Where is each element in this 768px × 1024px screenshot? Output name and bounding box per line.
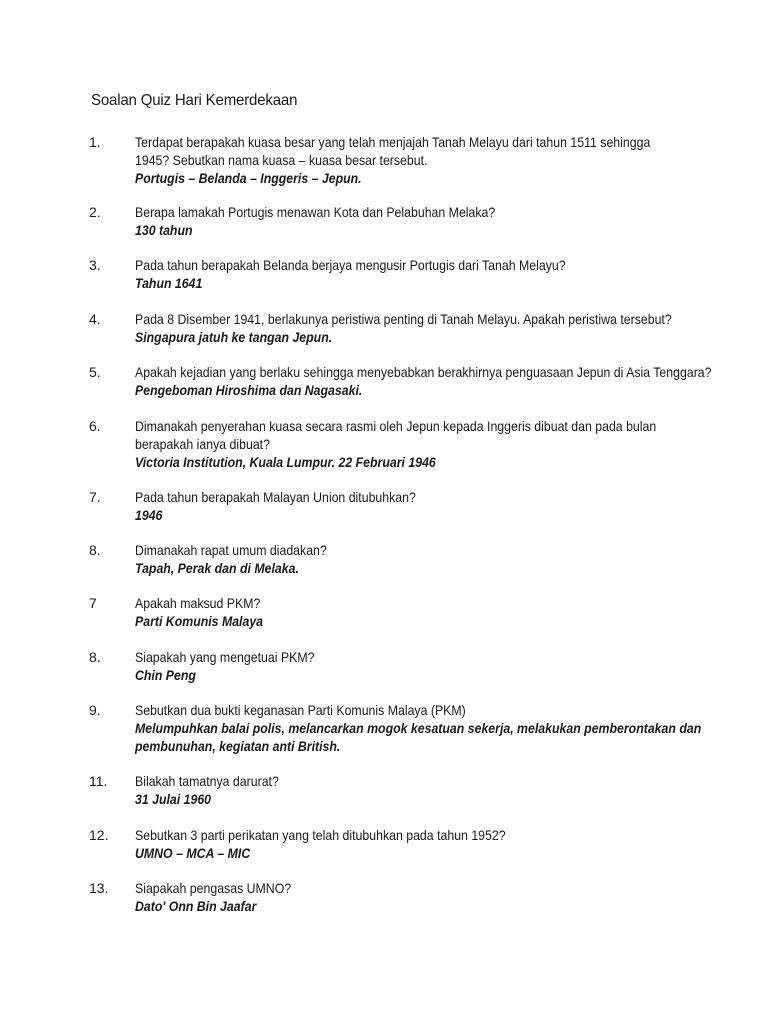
item-number: 7. xyxy=(89,489,101,505)
item-number: 11. xyxy=(89,773,108,789)
answer-text: Tapah, Perak dan di Melaka. xyxy=(135,560,299,576)
answer-text: Victoria Institution, Kuala Lumpur. 22 Februari 1946 xyxy=(135,454,436,470)
answer-text: Tahun 1641 xyxy=(135,275,203,291)
answer-text: Pengeboman Hiroshima dan Nagasaki. xyxy=(135,382,363,398)
item-number: 13. xyxy=(89,880,109,896)
question-text: Terdapat berapakah kuasa besar yang telah menjajah Tanah Melayu dari tahun 1511 sehingga xyxy=(135,134,651,150)
question-text: Berapa lamakah Portugis menawan Kota dan Pelabuhan Melaka? xyxy=(135,204,496,220)
item-number: 1. xyxy=(89,134,101,150)
question-text: Bilakah tamatnya darurat? xyxy=(135,773,279,789)
answer-text: pembunuhan, kegiatan anti British. xyxy=(135,738,341,754)
item-number: 7 xyxy=(89,595,97,611)
answer-text: Singapura jatuh ke tangan Jepun. xyxy=(135,329,333,345)
answer-text: Parti Komunis Malaya xyxy=(135,613,264,629)
answer-text: Portugis – Belanda – Inggeris – Jepun. xyxy=(135,170,362,186)
question-text: 1945? Sebutkan nama kuasa – kuasa besar tersebut. xyxy=(135,152,428,168)
item-number: 2. xyxy=(89,204,101,220)
item-number: 12. xyxy=(89,827,109,843)
item-number: 9. xyxy=(89,702,101,718)
page-title: Soalan Quiz Hari Kemerdekaan xyxy=(91,92,298,109)
answer-text: Dato' Onn Bin Jaafar xyxy=(135,898,257,914)
item-number: 5. xyxy=(89,364,101,380)
question-text: Apakah maksud PKM? xyxy=(135,595,261,611)
question-text: Siapakah yang mengetuai PKM? xyxy=(135,649,315,665)
question-text: Siapakah pengasas UMNO? xyxy=(135,880,292,896)
answer-text: 130 tahun xyxy=(135,222,193,238)
question-text: Dimanakah penyerahan kuasa secara rasmi oleh Jepun kepada Inggeris dibuat dan pada bulan xyxy=(135,418,657,434)
question-text: Sebutkan dua bukti keganasan Parti Komunis Malaya (PKM) xyxy=(135,702,466,718)
answer-text: UMNO – MCA – MIC xyxy=(135,845,251,861)
question-text: Apakah kejadian yang berlaku sehingga menyebabkan berakhirnya penguasaan Jepun di Asia Tenggara? xyxy=(135,364,712,380)
item-number: 3. xyxy=(89,257,101,273)
item-number: 8. xyxy=(89,542,101,558)
question-text: Pada tahun berapakah Malayan Union ditubuhkan? xyxy=(135,489,416,505)
question-text: Sebutkan 3 parti perikatan yang telah ditubuhkan pada tahun 1952? xyxy=(135,827,506,843)
answer-text: Chin Peng xyxy=(135,667,196,683)
question-text: berapakah ianya dibuat? xyxy=(135,436,270,452)
question-text: Pada tahun berapakah Belanda berjaya mengusir Portugis dari Tanah Melayu? xyxy=(135,257,566,273)
answer-text: 1946 xyxy=(135,507,163,523)
answer-text: Melumpuhkan balai polis, melancarkan mogok kesatuan sekerja, melakukan pemberontakan dan xyxy=(135,720,702,736)
answer-text: 31 Julai 1960 xyxy=(135,791,212,807)
item-number: 4. xyxy=(89,311,101,327)
question-text: Pada 8 Disember 1941, berlakunya peristiwa penting di Tanah Melayu. Apakah peristiwa tersebut? xyxy=(135,311,672,327)
item-number: 6. xyxy=(89,418,101,434)
question-text: Dimanakah rapat umum diadakan? xyxy=(135,542,327,558)
item-number: 8. xyxy=(89,649,101,665)
